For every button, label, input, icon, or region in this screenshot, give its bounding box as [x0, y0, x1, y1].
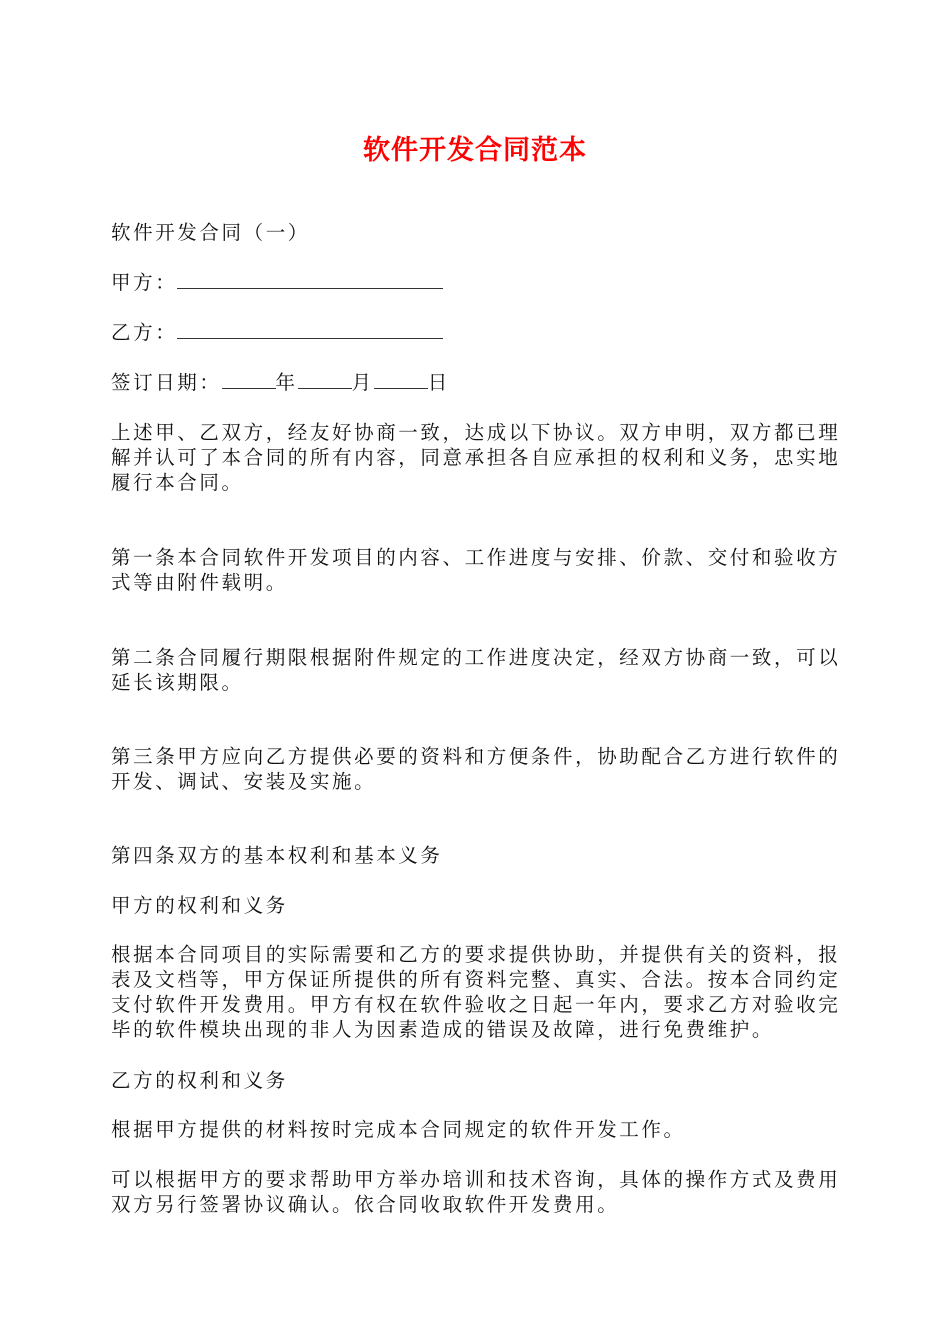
day-label: 日 — [427, 371, 450, 394]
party-b-line — [111, 320, 843, 345]
party-a-rights-heading: 甲方的权利和义务 — [111, 894, 288, 917]
party-a-blank — [177, 270, 443, 289]
year-blank — [222, 370, 276, 389]
article-2: 第二条合同履行期限根据附件规定的工作进度决定，经双方协商一致，可以延长该期限。 — [111, 646, 841, 694]
article-1: 第一条本合同软件开发项目的内容、工作进度与安排、价款、交付和验收方式等由附件载明。 — [111, 546, 841, 594]
document-title: 软件开发合同范本 — [363, 135, 587, 166]
article-3: 第三条甲方应向乙方提供必要的资料和方便条件，协助配合乙方进行软件的开发、调试、安装及实施。 — [111, 745, 841, 793]
party-b-blank — [177, 320, 443, 339]
party-b-rights-heading: 乙方的权利和义务 — [111, 1069, 288, 1092]
sign-date-label: 签订日期： — [111, 371, 222, 394]
month-blank — [298, 370, 352, 389]
intro-paragraph: 上述甲、乙双方，经友好协商一致，达成以下协议。双方申明，双方都已理解并认可了本合同的所有内容，同意承担各自应承担的权利和义务，忠实地履行本合同。 — [111, 421, 841, 494]
contract-heading: 软件开发合同（一） — [111, 221, 310, 244]
party-b-rights-item-1: 根据甲方提供的材料按时完成本合同规定的软件开发工作。 — [111, 1118, 686, 1141]
year-label: 年 — [275, 371, 298, 394]
party-a-rights-paragraph: 根据本合同项目的实际需要和乙方的要求提供协助，并提供有关的资料，报表及文档等，甲方保证所提供的所有资料完整、真实、合法。按本合同约定支付软件开发费用。甲方有权在软件验收之日起一年内，要求乙方对验收完毕的软件模块出现的非人为因素造成的错误及故障，进行免费维护。 — [111, 943, 841, 1041]
party-b-label: 乙方： — [111, 321, 178, 344]
article-4: 第四条双方的基本权利和基本义务 — [111, 844, 443, 867]
party-a-label: 甲方： — [111, 271, 178, 294]
party-b-rights-item-2: 可以根据甲方的要求帮助甲方举办培训和技术咨询，具体的操作方式及费用双方另行签署协议确认。依合同收取软件开发费用。 — [111, 1168, 841, 1216]
sign-date-line — [111, 370, 843, 395]
month-label: 月 — [351, 371, 374, 394]
party-a-line — [111, 270, 843, 295]
day-blank — [374, 370, 428, 389]
